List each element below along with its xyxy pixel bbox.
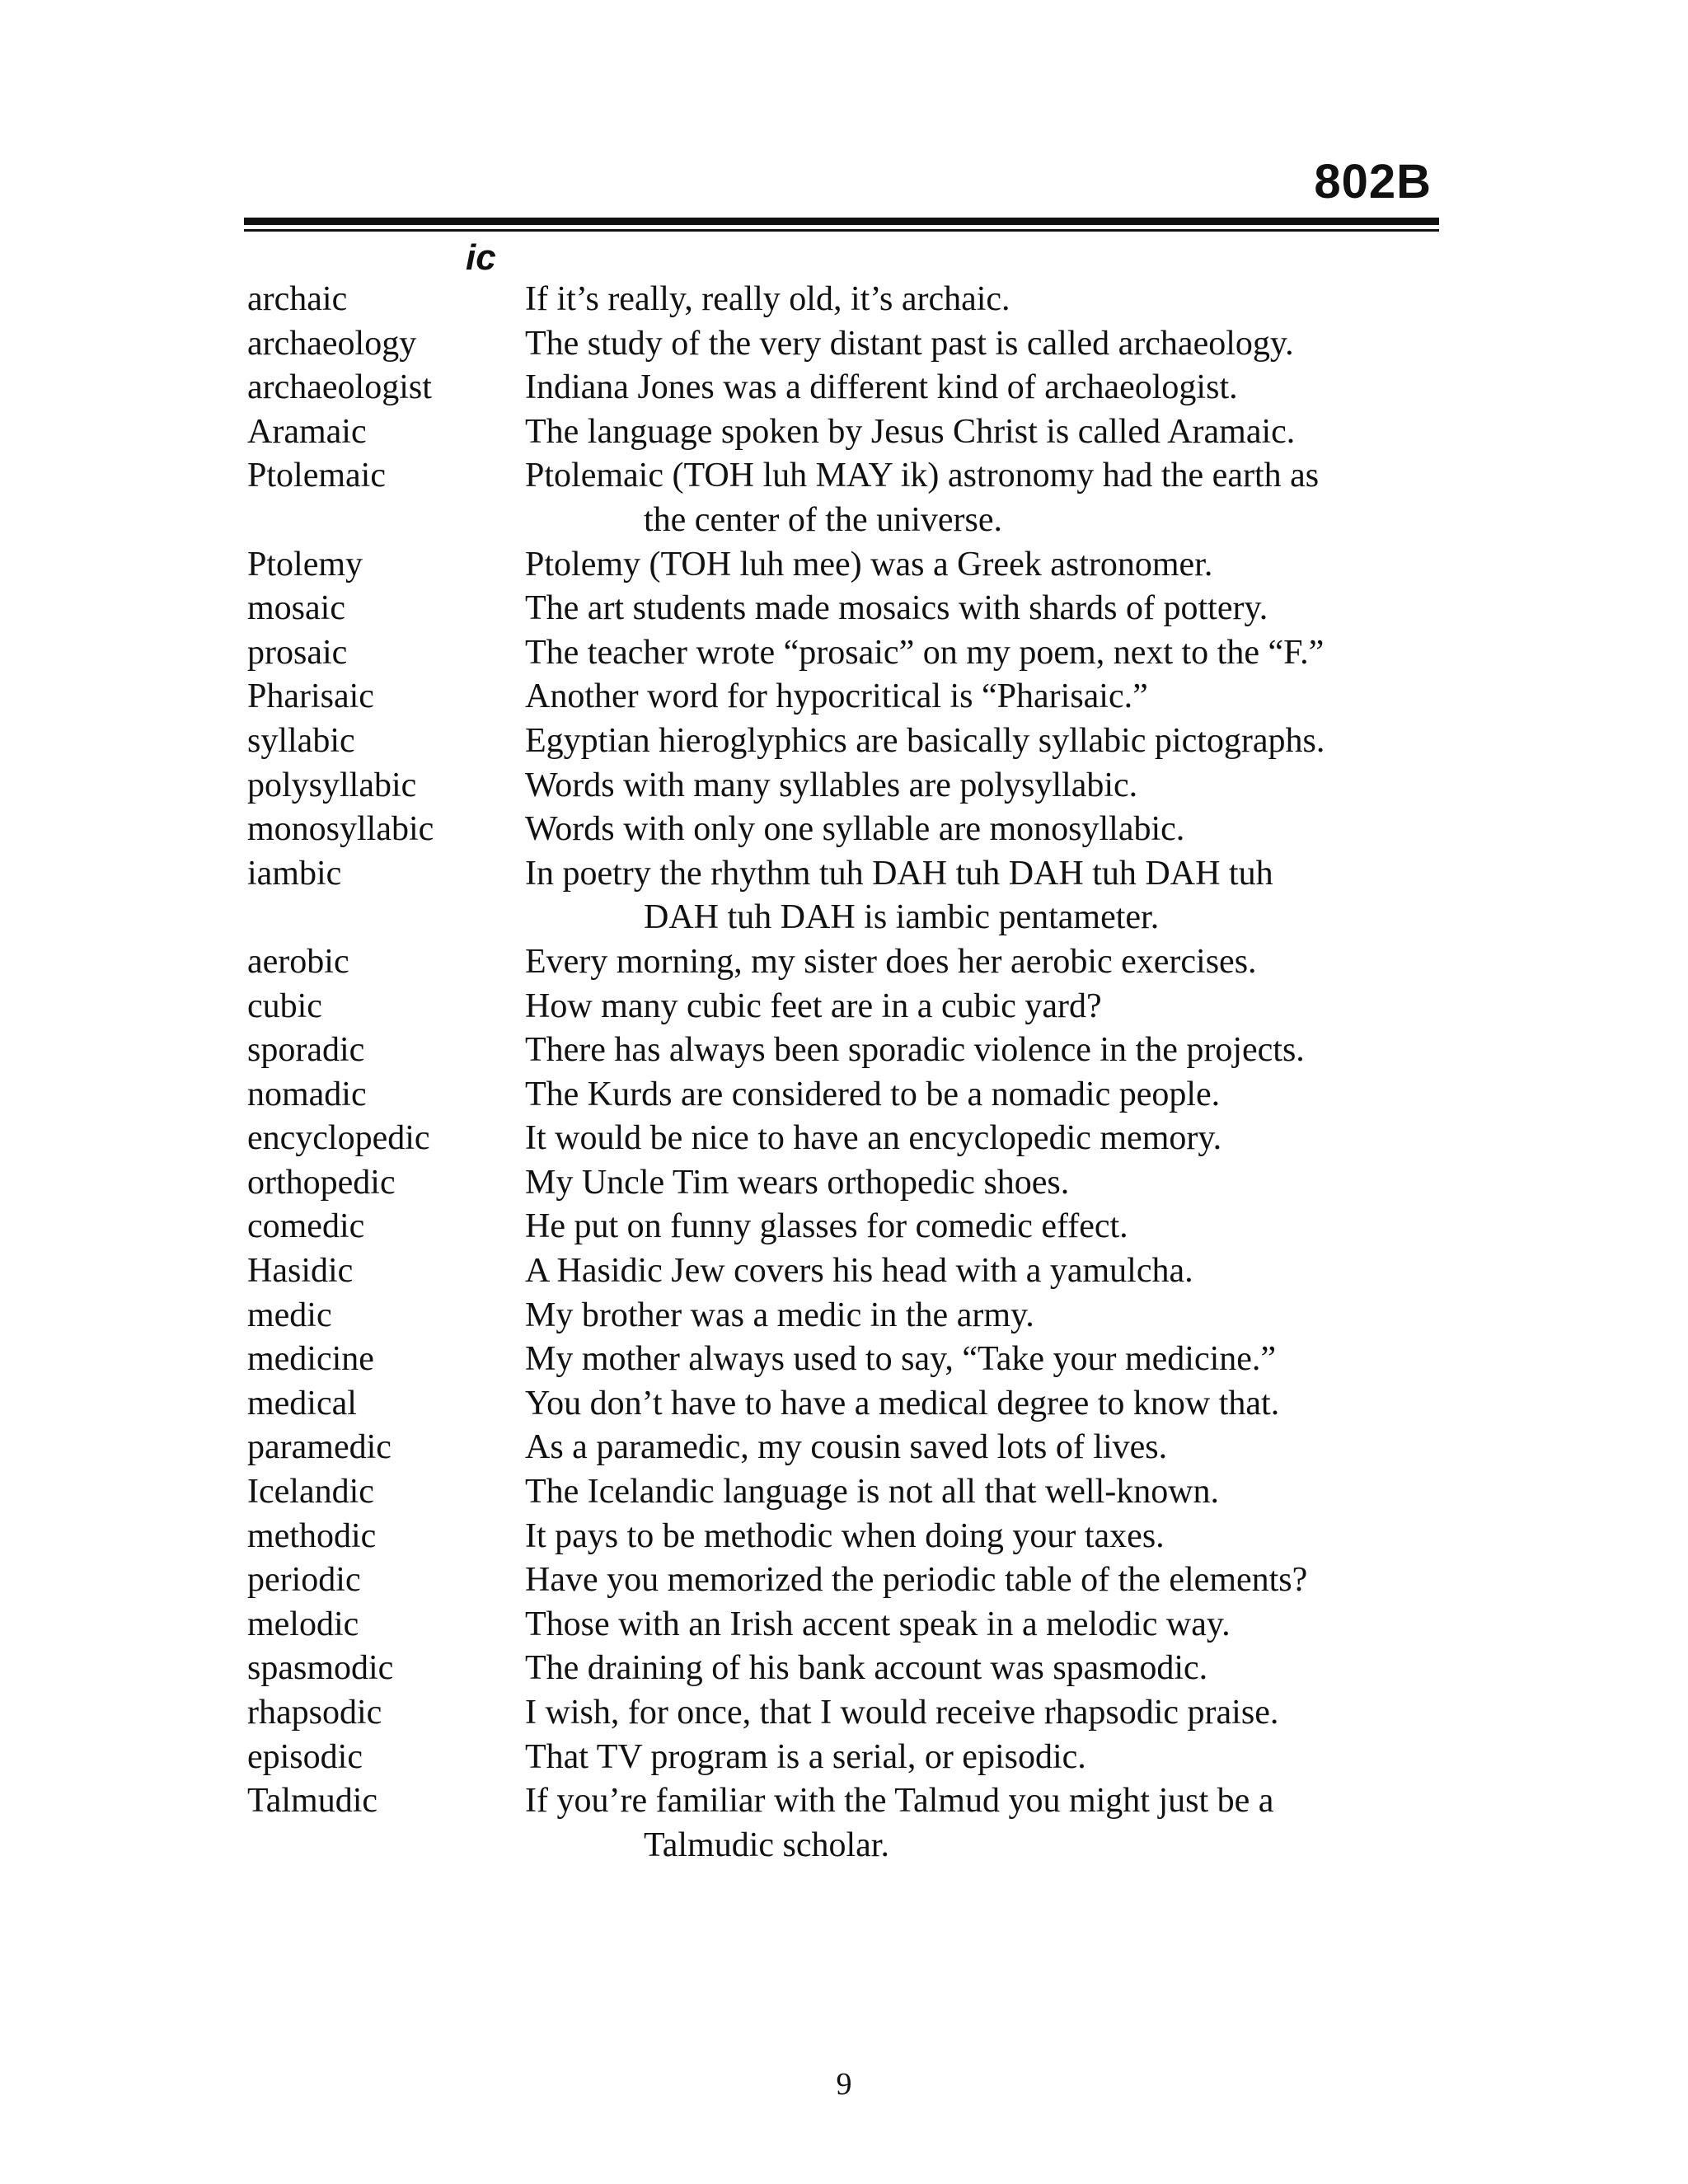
word-entry [247, 1073, 1442, 1118]
example-sentence [525, 852, 1442, 940]
word-entry [247, 675, 1442, 719]
word-entry [247, 454, 1442, 542]
word-entry [247, 719, 1442, 764]
vocab-word: iambic [247, 854, 342, 893]
example-sentence [525, 1426, 1442, 1470]
sentence-line: Words with only one syllable are monosyllabic. [525, 810, 1185, 849]
sentence-line: Ptolemaic (TOH luh MAY ik) astronomy had the earth as [525, 457, 1320, 495]
sentence-line: My brother was a medic in the army. [525, 1296, 1034, 1334]
word-entry [247, 410, 1442, 455]
word-entry [247, 1426, 1442, 1470]
example-sentence [525, 1515, 1442, 1559]
example-sentence [525, 1294, 1442, 1338]
word-entry [247, 278, 1442, 322]
sentence-line: My mother always used to say, “Take your medicine.” [525, 1340, 1277, 1379]
word-entry [247, 1117, 1442, 1161]
word-entry [247, 543, 1442, 588]
vocab-word: cubic [247, 987, 322, 1025]
sentence-line: How many cubic feet are in a cubic yard? [525, 987, 1102, 1025]
example-sentence [525, 1205, 1442, 1249]
vocab-word: orthopedic [247, 1163, 396, 1202]
sentence-line: As a paramedic, my cousin saved lots of lives. [525, 1428, 1168, 1467]
header-rule-thin [244, 229, 1439, 232]
sentence-line: Another word for hypocritical is “Pharisaic.” [525, 677, 1148, 716]
vocab-word: syllabic [247, 721, 355, 760]
word-entry [247, 1558, 1442, 1603]
vocab-word: medicine [247, 1340, 374, 1379]
example-sentence [525, 985, 1442, 1029]
sentence-line: A Hasidic Jew covers his head with a yamulcha. [525, 1252, 1193, 1291]
word-entry [247, 1205, 1442, 1249]
suffix-heading: ic [466, 237, 496, 278]
example-sentence [525, 1603, 1442, 1647]
sentence-line: Egyptian hieroglyphics are basically syllabic pictographs. [525, 721, 1325, 760]
word-entry [247, 1603, 1442, 1647]
word-entry [247, 587, 1442, 631]
sentence-line: It pays to be methodic when doing your taxes. [525, 1516, 1165, 1555]
sentence-line: If it’s really, really old, it’s archaic. [525, 280, 1010, 318]
sentence-line: He put on funny glasses for comedic effect. [525, 1207, 1128, 1246]
page-number: 9 [836, 2067, 852, 2102]
word-entry [247, 940, 1442, 985]
word-entry [247, 1691, 1442, 1736]
example-sentence [525, 366, 1442, 410]
vocab-word: Aramaic [247, 412, 367, 451]
sentence-line: Have you memorized the periodic table of the elements? [525, 1561, 1308, 1600]
example-sentence [525, 1117, 1442, 1161]
example-sentence [525, 410, 1442, 455]
example-sentence [525, 764, 1442, 808]
sentence-line: The Kurds are considered to be a nomadic people. [525, 1075, 1221, 1113]
word-entry [247, 985, 1442, 1029]
sentence-continuation-line: the center of the universe. [644, 500, 1002, 539]
page-code: 802B [1314, 155, 1432, 209]
vocab-word: methodic [247, 1516, 377, 1555]
example-sentence [525, 278, 1442, 322]
word-entry [247, 852, 1442, 940]
example-sentence [525, 1338, 1442, 1382]
word-entry [247, 1029, 1442, 1073]
sentence-line: Words with many syllables are polysyllabic. [525, 766, 1138, 804]
word-entry [247, 1736, 1442, 1780]
header-rule-thick [244, 218, 1439, 225]
word-list [247, 278, 1442, 1868]
vocab-word: nomadic [247, 1075, 367, 1113]
word-entry [247, 1470, 1442, 1515]
example-sentence [525, 543, 1442, 588]
vocab-word: archaic [247, 280, 348, 318]
vocab-word: rhapsodic [247, 1694, 382, 1732]
sentence-line: That TV program is a serial, or episodic. [525, 1737, 1086, 1776]
word-entry [247, 1647, 1442, 1691]
sentence-line: If you’re familiar with the Talmud you might just be a [525, 1782, 1274, 1821]
example-sentence [525, 322, 1442, 367]
sentence-line: In poetry the rhythm tuh DAH tuh DAH tuh DAH tuh [525, 854, 1273, 893]
word-entry [247, 366, 1442, 410]
sentence-line: It would be nice to have an encyclopedic memory. [525, 1119, 1222, 1158]
example-sentence [525, 631, 1442, 676]
vocab-word: polysyllabic [247, 766, 417, 804]
example-sentence [525, 1736, 1442, 1780]
word-entry [247, 1161, 1442, 1206]
sentence-line: The art students made mosaics with shards of pottery. [525, 589, 1268, 628]
vocab-word: paramedic [247, 1428, 392, 1467]
sentence-line: Those with an Irish accent speak in a melodic way. [525, 1605, 1231, 1643]
example-sentence [525, 719, 1442, 764]
example-sentence [525, 1647, 1442, 1691]
vocab-word: medic [247, 1296, 332, 1334]
sentence-line: My Uncle Tim wears orthopedic shoes. [525, 1163, 1070, 1202]
example-sentence [525, 808, 1442, 852]
sentence-line: You don’t have to have a medical degree to know that. [525, 1384, 1280, 1422]
example-sentence [525, 1691, 1442, 1736]
word-entry [247, 631, 1442, 676]
vocab-word: Pharisaic [247, 677, 374, 716]
example-sentence [525, 1073, 1442, 1118]
example-sentence [525, 454, 1442, 542]
vocab-word: mosaic [247, 589, 345, 628]
example-sentence [525, 940, 1442, 985]
vocab-word: sporadic [247, 1031, 365, 1070]
sentence-line: The draining of his bank account was spasmodic. [525, 1649, 1208, 1688]
vocab-word: spasmodic [247, 1649, 394, 1688]
vocab-word: Talmudic [247, 1782, 378, 1821]
vocab-word: Icelandic [247, 1473, 374, 1511]
vocab-word: Hasidic [247, 1252, 354, 1291]
vocab-word: archaeologist [247, 368, 432, 407]
sentence-continuation-line: Talmudic scholar. [644, 1825, 889, 1864]
vocab-word: Ptolemy [247, 545, 363, 583]
sentence-continuation-line: DAH tuh DAH is iambic pentameter. [644, 898, 1160, 937]
example-sentence [525, 1249, 1442, 1294]
word-entry [247, 1779, 1442, 1868]
example-sentence [525, 1382, 1442, 1427]
example-sentence [525, 675, 1442, 719]
example-sentence [525, 587, 1442, 631]
sentence-line: The teacher wrote “prosaic” on my poem, next to the “F.” [525, 633, 1325, 672]
sentence-line: There has always been sporadic violence in the projects. [525, 1031, 1305, 1070]
vocab-word: Ptolemaic [247, 457, 386, 495]
vocab-word: comedic [247, 1207, 365, 1246]
word-entry [247, 1338, 1442, 1382]
sentence-line: The study of the very distant past is called archaeology. [525, 324, 1294, 363]
vocab-word: periodic [247, 1561, 361, 1600]
vocab-word: melodic [247, 1605, 359, 1643]
sentence-line: I wish, for once, that I would receive rhapsodic praise. [525, 1694, 1279, 1732]
sentence-line: The Icelandic language is not all that well-known. [525, 1473, 1220, 1511]
word-entry [247, 808, 1442, 852]
word-entry [247, 1382, 1442, 1427]
word-entry [247, 1515, 1442, 1559]
example-sentence [525, 1779, 1442, 1868]
example-sentence [525, 1558, 1442, 1603]
word-entry [247, 764, 1442, 808]
word-entry [247, 322, 1442, 367]
sentence-line: Every morning, my sister does her aerobic exercises. [525, 942, 1257, 981]
vocab-word: medical [247, 1384, 357, 1422]
example-sentence [525, 1470, 1442, 1515]
vocab-word: episodic [247, 1737, 363, 1776]
vocab-word: encyclopedic [247, 1119, 430, 1158]
vocab-word: archaeology [247, 324, 417, 363]
word-entry [247, 1249, 1442, 1294]
example-sentence [525, 1161, 1442, 1206]
example-sentence [525, 1029, 1442, 1073]
sentence-line: The language spoken by Jesus Christ is called Aramaic. [525, 412, 1296, 451]
vocab-word: prosaic [247, 633, 348, 672]
sentence-line: Indiana Jones was a different kind of archaeologist. [525, 368, 1238, 407]
sentence-line: Ptolemy (TOH luh mee) was a Greek astronomer. [525, 545, 1213, 583]
word-entry [247, 1294, 1442, 1338]
vocab-word: aerobic [247, 942, 349, 981]
vocab-word: monosyllabic [247, 810, 434, 849]
